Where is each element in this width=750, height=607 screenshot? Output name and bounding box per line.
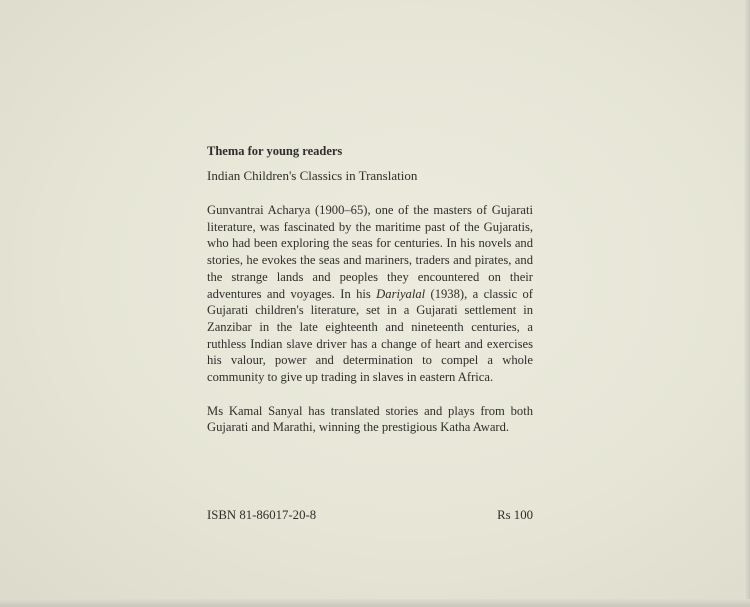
blurb-text-after-title: (1938), a classic of Gujarati children's literature, set in a Gujarati settlement in Zanzibar in the late eighteenth and nineteenth centuries, a ruthless Indian slave driver has a change of heart and exercises his valour, power and determination to compel a whole community to give up trading in slaves in eastern Africa. bbox=[207, 286, 533, 385]
cover-text-block bbox=[207, 143, 533, 522]
book-title: Dariyalal bbox=[376, 286, 426, 301]
series-title: Thema for young readers bbox=[207, 144, 343, 158]
price-label: Rs 100 bbox=[497, 508, 533, 522]
author-blurb bbox=[207, 202, 533, 386]
translator-blurb: Ms Kamal Sanyal has translated stories and plays from both Gujarati and Marathi, winning the prestigious Katha Award. bbox=[207, 403, 533, 435]
cover-footer bbox=[207, 507, 533, 524]
series-subtitle: Indian Children's Classics in Translation bbox=[207, 168, 418, 183]
cover-right-edge bbox=[744, 0, 750, 607]
cover-bottom-edge bbox=[0, 599, 750, 607]
isbn-label: ISBN 81-86017-20-8 bbox=[207, 508, 317, 522]
blurb-text-before-title: Gunvantrai Acharya (1900–65), one of the masters of Gujarati literature, was fascinated by the maritime past of the Gujaratis, who had been exploring the seas for centuries. In his novels and stories, he evokes the seas and mariners, traders and pirates, and the strange lands and peoples they encountered on their adventures and voyages. In his bbox=[207, 203, 533, 301]
